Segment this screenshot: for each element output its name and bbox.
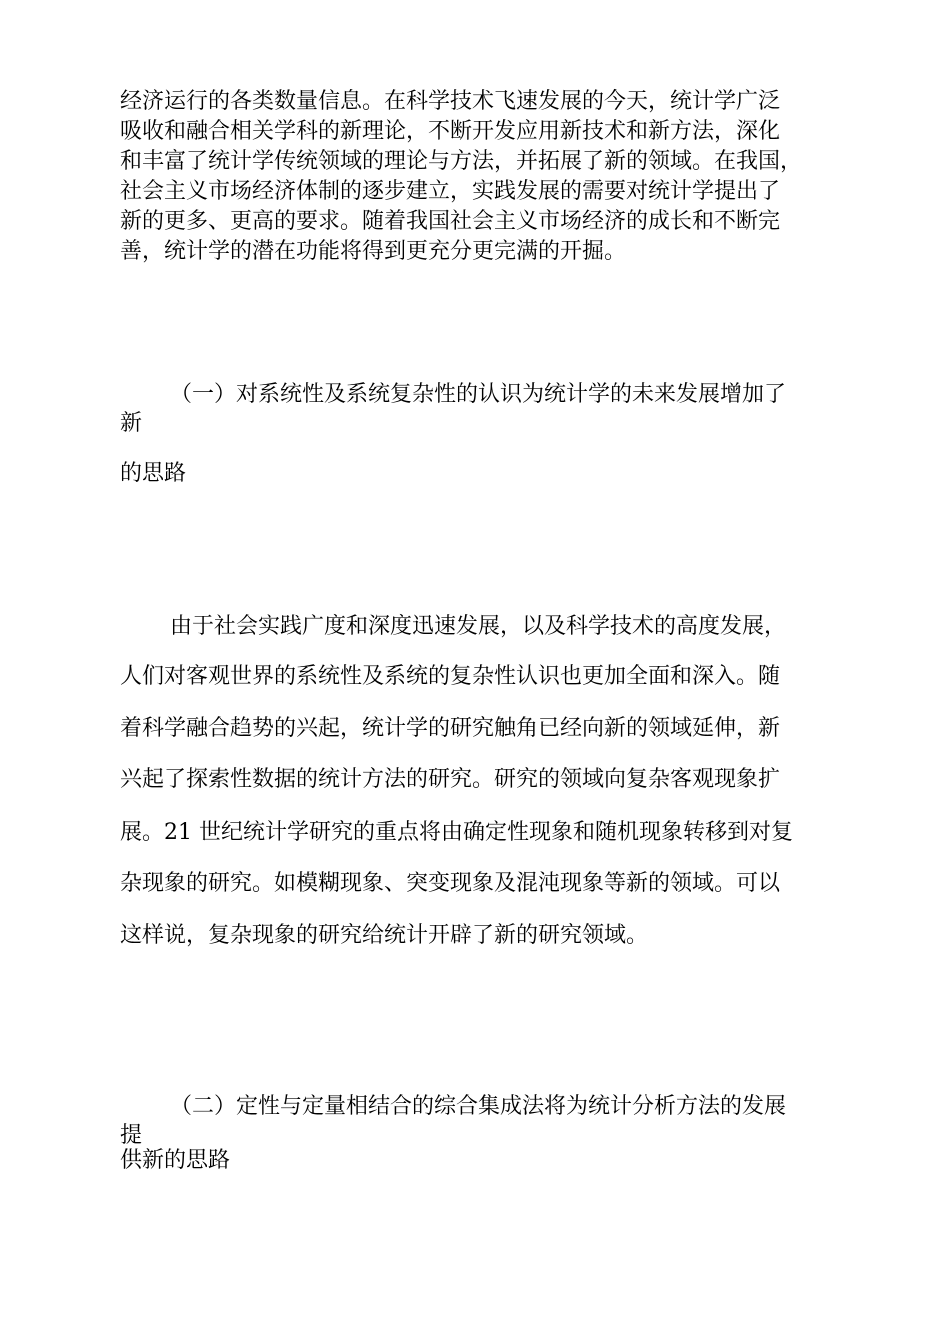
text-line: 这样说，复杂现象的研究给统计开辟了新的研究领域。 <box>120 923 649 948</box>
text-line: 经济运行的各类数量信息。在科学技术飞速发展的今天，统计学广泛 <box>120 89 781 114</box>
text-line: 新的更多、更高的要求。随着我国社会主义市场经济的成长和不断完 <box>120 209 781 234</box>
text-line: 人们对客观世界的系统性及系统的复杂性认识也更加全面和深入。随 <box>120 664 781 689</box>
text-line: 吸收和融合相关学科的新理论，不断开发应用新技术和新方法，深化 <box>120 119 781 144</box>
heading-line: 供新的思路 <box>120 1148 231 1173</box>
text-line: 由于社会实践广度和深度迅速发展，以及科学技术的高度发展， <box>170 614 787 639</box>
text-line: 杂现象的研究。如模糊现象、突变现象及混沌现象等新的领域。可以 <box>120 871 781 896</box>
text-line: 社会主义市场经济体制的逐步建立，实践发展的需要对统计学提出了 <box>120 179 781 204</box>
text-line: 展。21 世纪统计学研究的重点将由确定性现象和随机现象转移到对复 <box>120 820 793 845</box>
heading-line: 新 <box>120 411 143 436</box>
heading-line: （二）定性与定量相结合的综合集成法将为统计分析方法的发展 <box>170 1094 787 1119</box>
text-line: 兴起了探索性数据的统计方法的研究。研究的领域向复杂客观现象扩 <box>120 767 781 792</box>
text-line: 和丰富了统计学传统领域的理论与方法，并拓展了新的领域。在我国， <box>120 149 803 174</box>
heading-line: 的思路 <box>120 461 187 486</box>
heading-line: 提 <box>120 1123 143 1148</box>
heading-line: （一）对系统性及系统复杂性的认识为统计学的未来发展增加了 <box>170 382 787 407</box>
text-line: 善，统计学的潜在功能将得到更充分更完满的开掘。 <box>120 239 627 264</box>
text-line: 着科学融合趋势的兴起，统计学的研究触角已经向新的领域延伸，新 <box>120 716 781 741</box>
